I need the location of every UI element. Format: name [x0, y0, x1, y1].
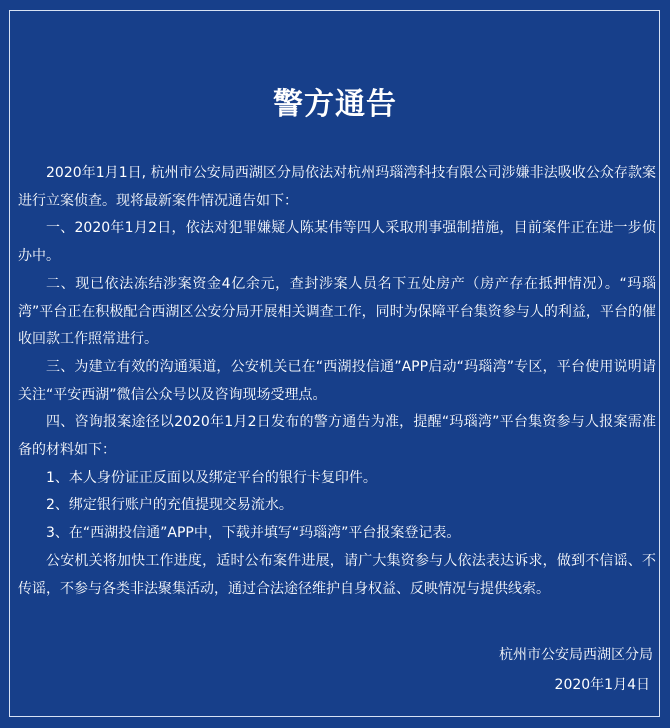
- issuer-name: 杭州市公安局西湖区分局: [499, 647, 653, 663]
- notice-paragraph: 四、咨询报案途径以2020年1月2日发布的警方通告为准，提醒“玛瑙湾”平台集资参与人报案需准备的材料如下：: [18, 414, 656, 459]
- notice-paragraph: 3、在“西湖投信通”APP中，下载并填写“玛瑙湾”平台报案登记表。: [46, 525, 461, 542]
- notice-paragraph: 一、2020年1月2日，依法对犯罪嫌疑人陈某伟等四人采取刑事强制措施，目前案件正在进一步侦办中。: [18, 220, 656, 265]
- notice-paragraph: 公安机关将加快工作进度，适时公布案件进展，请广大集资参与人依法表达诉求，做到不信谣、不传谣，不参与各类非法聚集活动，通过合法途径维护自身权益、反映情况与提供线索。: [18, 552, 656, 597]
- notice-paragraph: 2、绑定银行账户的充值提现交易流水。: [46, 497, 293, 514]
- notice-paragraph: 三、为建立有效的沟通渠道，公安机关已在“西湖投信通”APP启动“玛瑙湾”专区，平台使用说明请关注“平安西湖”微信公众号以及咨询现场受理点。: [18, 358, 656, 403]
- notice-title: 警方通告: [273, 87, 397, 123]
- issue-date: 2020年1月4日: [554, 677, 650, 693]
- notice-body: [18, 160, 656, 603]
- notice-paragraph: 二、现已依法冻结涉案资金4亿余元，查封涉案人员名下五处房产（房产存在抵押情况）。“玛瑙湾”平台正在积极配合西湖区公安分局开展相关调查工作，同时为保障平台集资参与人的利益，平台的催收回款工作照常进行。: [18, 275, 656, 348]
- notice-paragraph: 2020年1月1日, 杭州市公安局西湖区分局依法对杭州玛瑙湾科技有限公司涉嫌非法吸收公众存款案进行立案侦查。现将最新案件情况通告如下：: [18, 165, 656, 209]
- notice-signature: [499, 640, 653, 700]
- notice-paragraph: 1、本人身份证正反面以及绑定平台的银行卡复印件。: [46, 469, 377, 486]
